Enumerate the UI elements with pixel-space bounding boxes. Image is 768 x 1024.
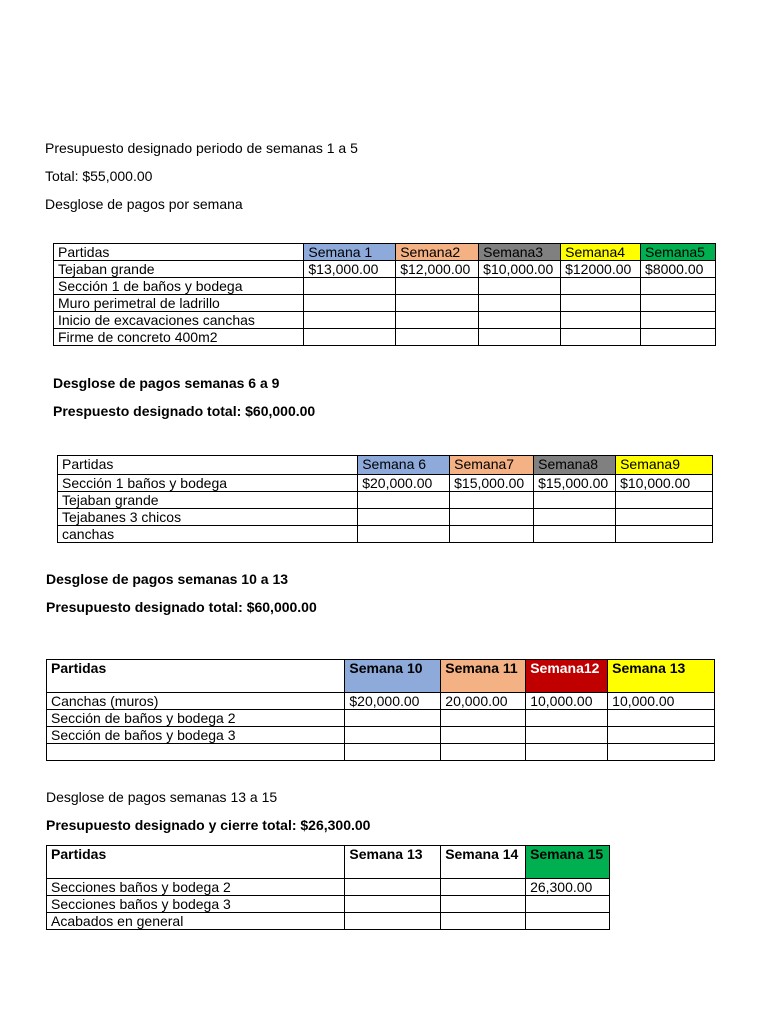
- table-row: [47, 896, 610, 913]
- row-amount: [358, 526, 450, 543]
- row-label: Tejaban grande: [58, 492, 358, 509]
- row-amount: [479, 329, 561, 346]
- row-amount: [534, 492, 616, 509]
- row-amount: [441, 744, 526, 761]
- table-row: [47, 879, 610, 896]
- table-row: [47, 727, 715, 744]
- row-amount: [641, 312, 716, 329]
- header-week: Semana9: [616, 456, 713, 475]
- table-row: [47, 710, 715, 727]
- row-label: Inicio de excavaciones canchas: [54, 312, 304, 329]
- row-amount: [561, 329, 641, 346]
- row-amount: [441, 710, 526, 727]
- row-label: Tejabanes 3 chicos: [58, 509, 358, 526]
- header-week: Semana2: [396, 244, 479, 261]
- row-amount: $15,000.00: [450, 475, 534, 492]
- header-week: Semana 13: [345, 846, 441, 879]
- row-amount: 26,300.00: [526, 879, 610, 896]
- row-amount: [441, 727, 526, 744]
- row-amount: [616, 492, 713, 509]
- row-amount: [641, 295, 716, 312]
- row-label: Acabados en general: [47, 913, 345, 930]
- row-amount: [608, 744, 715, 761]
- row-amount: $20,000.00: [345, 693, 441, 710]
- row-amount: [450, 526, 534, 543]
- total-text: Total: $55,000.00: [45, 168, 153, 184]
- row-amount: $8000.00: [641, 261, 716, 278]
- table-row: [47, 693, 715, 710]
- row-amount: [526, 896, 610, 913]
- header-week: Semana 10: [345, 660, 441, 693]
- row-amount: [616, 509, 713, 526]
- row-amount: [345, 744, 441, 761]
- row-amount: $20,000.00: [358, 475, 450, 492]
- row-amount: [526, 727, 608, 744]
- header-week: Semana12: [526, 660, 608, 693]
- row-amount: [526, 710, 608, 727]
- row-amount: [534, 526, 616, 543]
- row-amount: $15,000.00: [534, 475, 616, 492]
- table-header-row: [47, 846, 610, 879]
- row-amount: [479, 295, 561, 312]
- row-label: Secciones baños y bodega 2: [47, 879, 345, 896]
- row-amount: $13,000.00: [304, 261, 396, 278]
- payments-table-weeks-1-5: [53, 243, 716, 346]
- table-row: [54, 329, 716, 346]
- row-amount: [345, 710, 441, 727]
- row-amount: 10,000.00: [526, 693, 608, 710]
- header-partidas: Partidas: [54, 244, 304, 261]
- header-week: Semana8: [534, 456, 616, 475]
- row-amount: [396, 295, 479, 312]
- row-amount: [304, 295, 396, 312]
- budget-total-weeks-10-13: Presupuesto designado total: $60,000.00: [46, 599, 317, 615]
- row-amount: 20,000.00: [441, 693, 526, 710]
- row-amount: [479, 312, 561, 329]
- row-amount: [641, 329, 716, 346]
- table-row: [58, 475, 713, 492]
- table-row: [58, 526, 713, 543]
- table-row: [54, 312, 716, 329]
- row-amount: [526, 744, 608, 761]
- row-label: Sección 1 de baños y bodega: [54, 278, 304, 295]
- row-amount: [616, 526, 713, 543]
- table-row: [47, 913, 610, 930]
- row-amount: $10,000.00: [479, 261, 561, 278]
- row-amount: [396, 329, 479, 346]
- row-amount: [561, 312, 641, 329]
- table-header-row: [58, 456, 713, 475]
- row-label: [47, 744, 345, 761]
- header-partidas: Partidas: [58, 456, 358, 475]
- row-amount: [358, 509, 450, 526]
- row-amount: [304, 329, 396, 346]
- table-row: [58, 492, 713, 509]
- row-amount: $12000.00: [561, 261, 641, 278]
- header-week: Semana 13: [608, 660, 715, 693]
- breakdown-title: Desglose de pagos por semana: [45, 196, 243, 212]
- row-amount: [345, 879, 441, 896]
- header-week: Semana 14: [441, 846, 526, 879]
- row-label: Tejaban grande: [54, 261, 304, 278]
- row-amount: [358, 492, 450, 509]
- payments-table-weeks-10-13: [46, 659, 715, 761]
- header-week: Semana 15: [526, 846, 610, 879]
- row-label: Muro perimetral de ladrillo: [54, 295, 304, 312]
- row-amount: [479, 278, 561, 295]
- row-amount: $10,000.00: [616, 475, 713, 492]
- row-amount: [608, 727, 715, 744]
- row-amount: [396, 278, 479, 295]
- budget-period-text: Presupuesto designado periodo de semanas 1 a 5: [45, 140, 358, 156]
- row-amount: [396, 312, 479, 329]
- table-row: [47, 744, 715, 761]
- row-amount: [526, 913, 610, 930]
- header-week: Semana7: [450, 456, 534, 475]
- row-amount: [450, 509, 534, 526]
- row-label: Secciones baños y bodega 3: [47, 896, 345, 913]
- row-amount: [641, 278, 716, 295]
- row-amount: [345, 913, 441, 930]
- header-week: Semana 6: [358, 456, 450, 475]
- row-amount: [450, 492, 534, 509]
- row-label: Sección de baños y bodega 3: [47, 727, 345, 744]
- row-amount: [441, 913, 526, 930]
- breakdown-title-weeks-13-15: Desglose de pagos semanas 13 a 15: [46, 789, 278, 805]
- payments-table-weeks-6-9: [57, 455, 713, 543]
- breakdown-title-weeks-6-9: Desglose de pagos semanas 6 a 9: [53, 375, 280, 391]
- row-amount: $12,000.00: [396, 261, 479, 278]
- header-week: Semana5: [641, 244, 716, 261]
- header-week: Semana4: [561, 244, 641, 261]
- row-amount: [441, 879, 526, 896]
- row-label: Sección de baños y bodega 2: [47, 710, 345, 727]
- breakdown-title-weeks-10-13: Desglose de pagos semanas 10 a 13: [46, 571, 289, 587]
- header-week: Semana 1: [304, 244, 396, 261]
- table-row: [54, 278, 716, 295]
- row-amount: [561, 278, 641, 295]
- row-amount: [608, 710, 715, 727]
- header-partidas: Partidas: [47, 846, 345, 879]
- row-label: Firme de concreto 400m2: [54, 329, 304, 346]
- budget-closing-total: Presupuesto designado y cierre total: $26,300.00: [46, 817, 371, 833]
- header-week: Semana3: [479, 244, 561, 261]
- row-label: Canchas (muros): [47, 693, 345, 710]
- table-row: [54, 261, 716, 278]
- header-partidas: Partidas: [47, 660, 345, 693]
- row-amount: [304, 312, 396, 329]
- row-amount: [345, 896, 441, 913]
- table-row: [58, 509, 713, 526]
- table-header-row: [54, 244, 716, 261]
- row-amount: [345, 727, 441, 744]
- header-week: Semana 11: [441, 660, 526, 693]
- row-amount: [441, 896, 526, 913]
- row-label: canchas: [58, 526, 358, 543]
- table-row: [54, 295, 716, 312]
- row-amount: [561, 295, 641, 312]
- budget-total-weeks-6-9: Prespuesto designado total: $60,000.00: [53, 403, 316, 419]
- payments-table-weeks-13-15: [46, 845, 610, 930]
- row-amount: 10,000.00: [608, 693, 715, 710]
- row-amount: [304, 278, 396, 295]
- table-header-row: [47, 660, 715, 693]
- row-amount: [534, 509, 616, 526]
- row-label: Sección 1 baños y bodega: [58, 475, 358, 492]
